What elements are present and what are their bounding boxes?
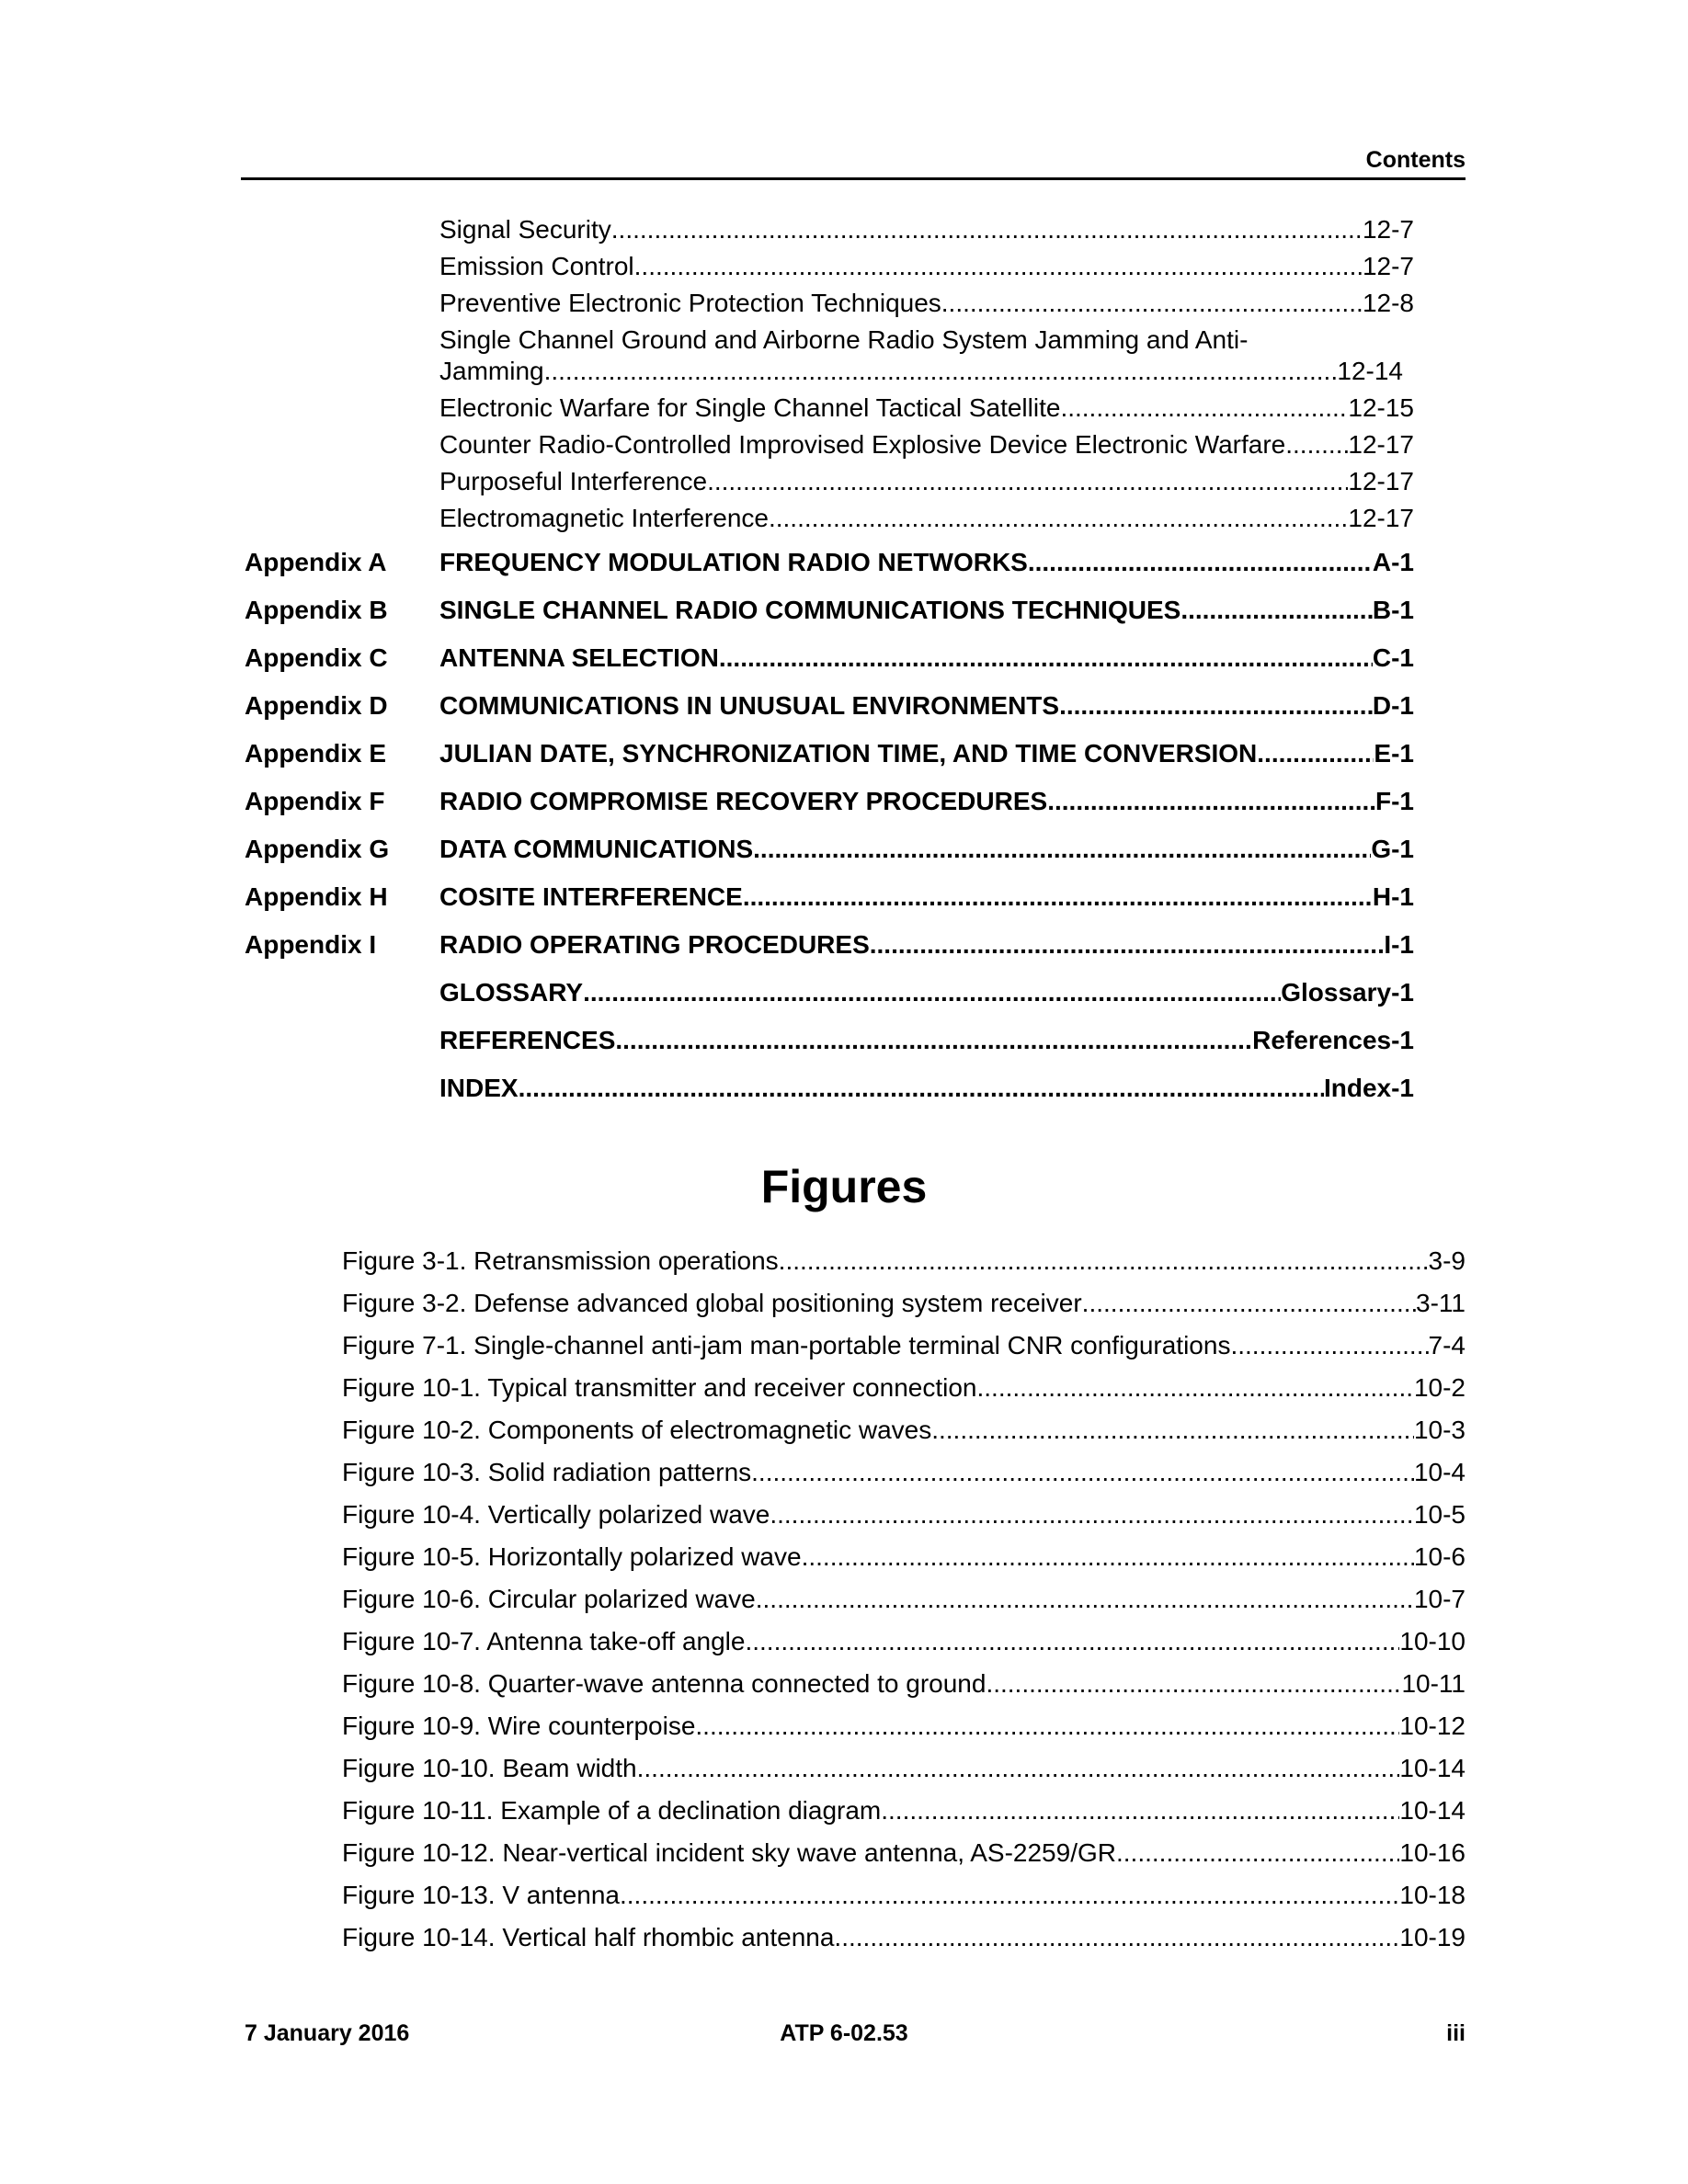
leader-dots: [1028, 548, 1373, 577]
leader-dots: [870, 930, 1385, 960]
leader-dots: [1047, 787, 1375, 816]
toc-entry-page: 12-17: [1348, 467, 1414, 495]
appendix-key: Appendix C: [245, 643, 388, 672]
figure-entry[interactable]: [342, 1542, 1466, 1572]
figure-page: 10-7: [1413, 1585, 1466, 1613]
figure-page: 10-10: [1399, 1627, 1466, 1655]
figure-label: Figure 10-8. Quarter-wave antenna connected to ground: [342, 1669, 987, 1698]
figure-page: 3-11: [1416, 1289, 1466, 1317]
appendix-page: B-1: [1372, 596, 1414, 624]
toc-entry-label: Purposeful Interference: [439, 467, 708, 495]
figure-entry[interactable]: [342, 1458, 1466, 1487]
appendix-title: FREQUENCY MODULATION RADIO NETWORKS: [439, 548, 1028, 576]
figure-label: Figure 10-10. Beam width: [342, 1754, 637, 1782]
backmatter-page: References-1: [1252, 1026, 1414, 1054]
appendix-title: COMMUNICATIONS IN UNUSUAL ENVIRONMENTS: [439, 691, 1060, 720]
figure-entry[interactable]: [342, 1373, 1466, 1403]
figure-entry[interactable]: [342, 1669, 1466, 1699]
toc-entry-label: Preventive Electronic Protection Techniques: [439, 289, 941, 317]
appendix-entry[interactable]: [439, 930, 1414, 960]
figure-entry[interactable]: [342, 1331, 1466, 1360]
leader-dots: [634, 252, 1363, 281]
figure-label: Figure 10-14. Vertical half rhombic antenna: [342, 1923, 835, 1951]
appendix-entry[interactable]: [439, 548, 1414, 577]
appendix-entry[interactable]: [439, 835, 1414, 864]
leader-dots: [770, 1500, 1414, 1530]
appendix-key: Appendix B: [245, 596, 388, 624]
appendix-title: JULIAN DATE, SYNCHRONIZATION TIME, AND TIME CONVERSION: [439, 739, 1258, 768]
toc-entry-page: 12-17: [1348, 504, 1414, 532]
leader-dots: [1116, 1838, 1399, 1868]
toc-entry[interactable]: [439, 393, 1414, 423]
toc-entry-label: Emission Control: [439, 252, 634, 280]
figure-label: Figure 10-7. Antenna take-off angle: [342, 1627, 746, 1655]
running-header: Contents: [1365, 147, 1466, 173]
figure-entry[interactable]: [342, 1416, 1466, 1445]
leader-dots: [1230, 1331, 1428, 1360]
appendix-entry[interactable]: [439, 882, 1414, 912]
figure-page: 10-18: [1399, 1881, 1466, 1909]
figure-page: 7-4: [1428, 1331, 1466, 1359]
toc-entry-page: 12-8: [1362, 289, 1414, 317]
appendix-page: D-1: [1372, 691, 1414, 720]
appendix-key: Appendix D: [245, 691, 388, 720]
leader-dots: [834, 1923, 1399, 1952]
footer-doc-id: ATP 6-02.53: [780, 2020, 908, 2046]
leader-dots: [1060, 393, 1348, 423]
figure-page: 10-5: [1413, 1500, 1466, 1529]
figure-entry[interactable]: [342, 1585, 1466, 1614]
figure-entry[interactable]: [342, 1246, 1466, 1276]
leader-dots: [769, 504, 1348, 533]
leader-dots: [583, 978, 1281, 1007]
appendix-page: E-1: [1374, 739, 1414, 768]
appendix-key: Appendix F: [245, 787, 385, 815]
figure-entry[interactable]: [342, 1627, 1466, 1656]
footer-date: 7 January 2016: [245, 2020, 410, 2046]
appendix-entry[interactable]: [439, 596, 1414, 625]
backmatter-title: GLOSSARY: [439, 978, 584, 1007]
toc-entry-label-line1: Single Channel Ground and Airborne Radio System Jamming and Anti-: [439, 325, 1249, 354]
figure-label: Figure 10-13. V antenna: [342, 1881, 620, 1909]
figure-page: 10-12: [1399, 1712, 1466, 1740]
figure-entry[interactable]: [342, 1796, 1466, 1826]
leader-dots: [753, 835, 1371, 864]
leader-dots: [779, 1246, 1429, 1276]
figure-label: Figure 3-1. Retransmission operations: [342, 1246, 779, 1275]
figure-label: Figure 7-1. Single-channel anti-jam man-portable terminal CNR configurations: [342, 1331, 1231, 1359]
backmatter-title: REFERENCES: [439, 1026, 616, 1054]
appendix-key: Appendix A: [245, 548, 387, 576]
toc-entry-page: 12-14: [1337, 357, 1403, 385]
leader-dots: [519, 1074, 1324, 1103]
backmatter-page: Index-1: [1323, 1074, 1414, 1102]
appendix-key: Appendix G: [245, 835, 390, 863]
appendix-page: I-1: [1384, 930, 1414, 959]
appendix-title: SINGLE CHANNEL RADIO COMMUNICATIONS TECHNIQUES: [439, 596, 1181, 624]
leader-dots: [1180, 596, 1373, 625]
backmatter-entry[interactable]: [439, 1074, 1414, 1103]
figure-entry[interactable]: [342, 1500, 1466, 1530]
figure-label: Figure 10-6. Circular polarized wave: [342, 1585, 756, 1613]
leader-dots: [802, 1542, 1414, 1572]
figure-label: Figure 10-3. Solid radiation patterns: [342, 1458, 752, 1486]
leader-dots: [986, 1669, 1401, 1699]
figure-label: Figure 10-12. Near-vertical incident sky wave antenna, AS-2259/GR: [342, 1838, 1116, 1867]
appendix-title: DATA COMMUNICATIONS: [439, 835, 754, 863]
leader-dots: [637, 1754, 1400, 1783]
toc-entry-label: Counter Radio-Controlled Improvised Explosive Device Electronic Warfare.: [439, 430, 1294, 459]
figure-page: 3-9: [1428, 1246, 1466, 1275]
toc-entry-page: 12-7: [1362, 252, 1414, 280]
figure-entry[interactable]: [342, 1838, 1466, 1868]
figures-heading: Figures: [760, 1161, 928, 1212]
appendix-entry[interactable]: [439, 739, 1414, 768]
appendix-title: RADIO OPERATING PROCEDURES: [439, 930, 870, 959]
toc-entry[interactable]: [439, 215, 1414, 245]
leader-dots: [615, 1026, 1252, 1055]
toc-entry[interactable]: [439, 357, 1403, 386]
appendix-page: C-1: [1372, 643, 1414, 672]
header-rule: [241, 177, 1466, 180]
leader-dots: [707, 467, 1348, 496]
figure-label: Figure 10-4. Vertically polarized wave: [342, 1500, 770, 1529]
appendix-title: COSITE INTERFERENCE: [439, 882, 743, 911]
toc-entry-label: Electronic Warfare for Single Channel Tactical Satellite: [439, 393, 1061, 422]
leader-dots: [544, 357, 1338, 386]
leader-dots: [745, 1627, 1399, 1656]
figure-page: 10-3: [1413, 1416, 1466, 1444]
toc-entry-label: Signal Security: [439, 215, 611, 244]
leader-dots: [976, 1373, 1413, 1403]
leader-dots: [931, 1416, 1414, 1445]
leader-dots: [620, 1881, 1399, 1910]
appendix-key: Appendix H: [245, 882, 388, 911]
leader-dots: [1059, 691, 1373, 721]
appendix-entry[interactable]: [439, 787, 1414, 816]
toc-entry-page: 12-17: [1348, 430, 1414, 459]
appendix-key: Appendix E: [245, 739, 387, 768]
figure-entry[interactable]: [342, 1289, 1466, 1318]
leader-dots: [1293, 430, 1348, 460]
toc-entry[interactable]: [439, 504, 1414, 533]
figure-page: 10-14: [1399, 1754, 1466, 1782]
leader-dots: [695, 1712, 1399, 1741]
figure-page: 10-14: [1399, 1796, 1466, 1825]
appendix-title: RADIO COMPROMISE RECOVERY PROCEDURES: [439, 787, 1048, 815]
appendix-entry[interactable]: [439, 691, 1414, 721]
appendix-page: A-1: [1372, 548, 1414, 576]
toc-entry-page: 12-7: [1362, 215, 1414, 244]
figure-page: 10-6: [1413, 1542, 1466, 1571]
figure-label: Figure 10-5. Horizontally polarized wave: [342, 1542, 802, 1571]
leader-dots: [611, 215, 1363, 245]
appendix-page: F-1: [1375, 787, 1414, 815]
backmatter-title: INDEX: [439, 1074, 519, 1102]
backmatter-entry[interactable]: [439, 978, 1414, 1007]
figure-entry[interactable]: [342, 1881, 1466, 1910]
figure-entry[interactable]: [342, 1712, 1466, 1741]
figure-entry[interactable]: [342, 1754, 1466, 1783]
appendix-title: ANTENNA SELECTION: [439, 643, 719, 672]
toc-entry[interactable]: [439, 252, 1414, 281]
toc-entry[interactable]: [439, 289, 1414, 318]
footer-page-number: iii: [1446, 2020, 1466, 2046]
figure-label: Figure 10-11. Example of a declination diagram: [342, 1796, 882, 1825]
figure-page: 10-2: [1413, 1373, 1466, 1402]
figure-label: Figure 10-2. Components of electromagnetic waves: [342, 1416, 932, 1444]
figure-page: 10-11: [1401, 1669, 1466, 1698]
leader-dots: [719, 643, 1373, 673]
leader-dots: [743, 882, 1373, 912]
appendix-entry[interactable]: [439, 643, 1414, 673]
toc-entry-label: Electromagnetic Interference: [439, 504, 769, 532]
toc-entry[interactable]: [439, 430, 1414, 460]
toc-entry[interactable]: [439, 467, 1414, 496]
leader-dots: [751, 1458, 1414, 1487]
backmatter-entry[interactable]: [439, 1026, 1414, 1055]
leader-dots: [756, 1585, 1414, 1614]
toc-entry-label: Jamming: [439, 357, 544, 385]
figure-page: 10-19: [1399, 1923, 1466, 1951]
leader-dots: [881, 1796, 1399, 1826]
figure-page: 10-4: [1413, 1458, 1466, 1486]
appendix-page: H-1: [1372, 882, 1414, 911]
appendix-key: Appendix I: [245, 930, 377, 959]
figure-label: Figure 3-2. Defense advanced global positioning system receiver: [342, 1289, 1082, 1317]
appendix-page: G-1: [1371, 835, 1414, 863]
leader-dots: [1257, 739, 1374, 768]
figure-label: Figure 10-1. Typical transmitter and receiver connection: [342, 1373, 977, 1402]
figure-entry[interactable]: [342, 1923, 1466, 1952]
leader-dots: [1082, 1289, 1416, 1318]
toc-entry-page: 12-15: [1348, 393, 1414, 422]
figure-page: 10-16: [1399, 1838, 1466, 1867]
figure-label: Figure 10-9. Wire counterpoise: [342, 1712, 696, 1740]
backmatter-page: Glossary-1: [1281, 978, 1414, 1007]
leader-dots: [941, 289, 1363, 318]
